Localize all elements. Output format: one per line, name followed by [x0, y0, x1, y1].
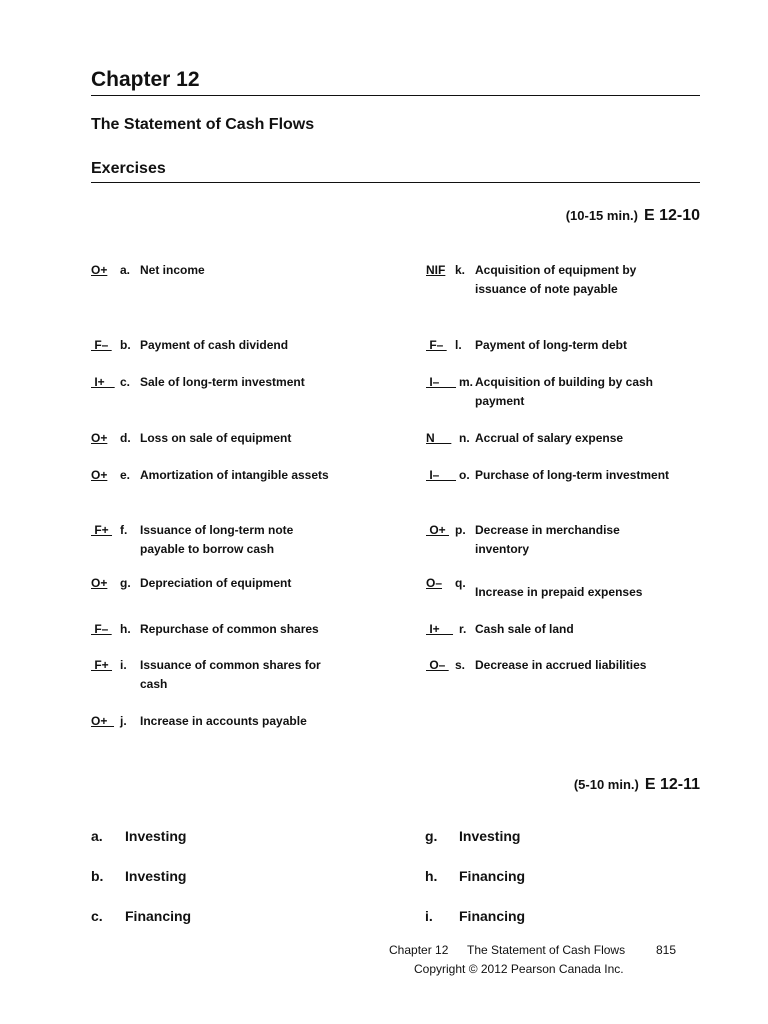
exercises-rule: [91, 182, 700, 183]
page-number: 815: [656, 943, 677, 957]
answer-activity: Financing: [125, 908, 192, 924]
classification-code: I+: [91, 375, 115, 389]
answer-activity: Investing: [125, 828, 187, 844]
item-description: Decrease in accrued liabilities: [475, 658, 647, 672]
item-description: Payment of long-term debt: [475, 338, 628, 352]
exercise-heading-e12-11: [574, 776, 700, 794]
answer-activity: Financing: [459, 868, 526, 884]
item-letter: o.: [459, 468, 470, 482]
classification-code: F+: [91, 658, 113, 672]
classification-code: O+: [91, 576, 108, 590]
item-description: Amortization of intangible assets: [140, 468, 329, 482]
exercise-time: (5-10 min.): [573, 777, 639, 792]
answer-letter: c.: [91, 908, 103, 924]
classification-code: O+: [91, 431, 108, 445]
item-letter: m.: [459, 375, 474, 389]
classification-code: I–: [426, 468, 457, 482]
item-description: Sale of long-term investment: [140, 375, 305, 389]
item-letter: n.: [459, 431, 470, 445]
item-letter: b.: [120, 338, 131, 352]
item-description: Acquisition of equipment by issuance of note payable: [475, 263, 637, 296]
classification-code: I+: [426, 622, 454, 636]
item-letter: l.: [455, 338, 462, 352]
copyright-notice: Copyright © 2012 Pearson Canada Inc.: [414, 962, 624, 976]
item-description: Increase in accounts payable: [140, 714, 307, 728]
item-description: Accrual of salary expense: [475, 431, 624, 445]
item-letter: r.: [459, 622, 467, 636]
item-letter: c.: [120, 375, 131, 389]
answer-activity: Investing: [459, 828, 521, 844]
answer-activity: Financing: [459, 908, 526, 924]
item-description: Issuance of long-term note payable to borrow cash: [140, 523, 294, 556]
item-description: Increase in prepaid expenses: [475, 585, 643, 599]
classification-code: O–: [426, 658, 449, 672]
item-letter: a.: [120, 263, 131, 277]
item-description: Loss on sale of equipment: [140, 431, 292, 445]
item-description: Depreciation of equipment: [140, 576, 292, 590]
item-letter: k.: [455, 263, 466, 277]
chapter-heading: Chapter 12: [91, 68, 200, 91]
item-letter: d.: [120, 431, 131, 445]
exercise-heading-e12-10: [566, 207, 700, 225]
item-description: Net income: [140, 263, 205, 277]
classification-code: O+: [91, 714, 115, 728]
answer-letter: h.: [425, 868, 438, 884]
answer-letter: a.: [91, 828, 103, 844]
answer-activity: Investing: [125, 868, 187, 884]
item-letter: e.: [120, 468, 131, 482]
item-letter: s.: [455, 658, 466, 672]
item-description: Repurchase of common shares: [140, 622, 319, 636]
classification-code: NIF: [426, 263, 446, 277]
item-description: Payment of cash dividend: [140, 338, 289, 352]
exercise-code: E 12-10: [643, 207, 700, 224]
item-description: Decrease in merchandise inventory: [475, 523, 620, 556]
footer-chapter: Chapter 12: [389, 943, 449, 957]
classification-code: F–: [91, 338, 112, 352]
item-letter: q.: [455, 576, 466, 590]
chapter-rule: [91, 95, 700, 96]
classification-code: O+: [91, 468, 108, 482]
classification-code: O+: [426, 523, 450, 537]
answer-row: [425, 828, 625, 848]
answer-row: [91, 828, 291, 848]
item-description: Cash sale of land: [475, 622, 574, 636]
item-description: Acquisition of building by cash payment: [475, 375, 654, 408]
item-letter: f.: [120, 523, 128, 537]
exercise-time: (10-15 min.): [565, 208, 638, 223]
answer-letter: i.: [425, 908, 433, 924]
exercise-code: E 12-11: [644, 776, 700, 793]
classification-code: F–: [426, 338, 447, 352]
exercises-heading: Exercises: [91, 160, 166, 177]
answer-row: [91, 868, 291, 888]
item-letter: h.: [120, 622, 131, 636]
classification-code: N: [426, 431, 452, 445]
answer-row: [91, 908, 291, 928]
classification-code: F+: [91, 523, 113, 537]
answer-row: [425, 908, 625, 928]
answer-letter: b.: [91, 868, 104, 884]
classification-code: I–: [426, 375, 457, 389]
classification-code: O+: [91, 263, 108, 277]
item-letter: i.: [120, 658, 127, 672]
item-letter: g.: [120, 576, 131, 590]
item-description: Purchase of long-term investment: [475, 468, 670, 482]
classification-code: F–: [91, 622, 112, 636]
item-letter: p.: [455, 523, 466, 537]
item-description: Issuance of common shares for cash: [140, 658, 321, 691]
answer-letter: g.: [425, 828, 438, 844]
section-title: The Statement of Cash Flows: [91, 116, 315, 133]
answer-row: [425, 868, 625, 888]
classification-code: O–: [426, 576, 443, 590]
item-letter: j.: [120, 714, 127, 728]
footer-title: The Statement of Cash Flows: [467, 943, 626, 957]
